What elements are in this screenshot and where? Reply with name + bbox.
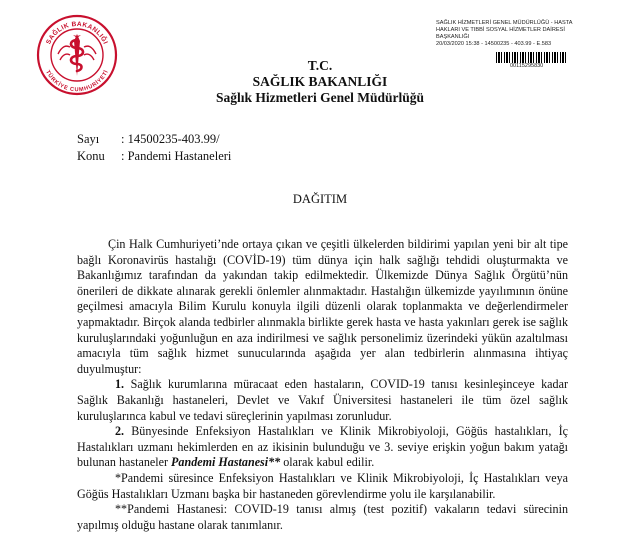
konu-value: : Pandemi Hastaneleri: [121, 149, 232, 163]
header-tc: T.C.: [307, 58, 333, 73]
item-2-text-end: olarak kabul edilir.: [280, 455, 375, 470]
note-1: *Pandemi süresince Enfeksiyon Hastalıkları ve Klinik Mikrobiyoloji, İç Hastalıkları veya Göğüs Hastalıkları Uzmanı başka bir hastaneden görevlendirme yolu ile karşılanabilir.: [77, 470, 568, 501]
sayi-label: Sayı: [77, 132, 100, 146]
logo-bottom-text: TÜRKİYE CUMHURİYETİ: [44, 69, 110, 94]
item-1: [77, 377, 568, 424]
barcode-number: 00115295830: [510, 63, 544, 69]
item-1-number: 1.: [115, 377, 125, 392]
item-2-bold: Pandemi Hastanesi**: [171, 455, 281, 470]
meta-konu: [77, 149, 231, 164]
meta-sayi: [77, 132, 220, 147]
distribution-heading: DAĞITIM: [292, 192, 348, 206]
stamp-line: SAĞLIK HİZMETLERİ GENEL MÜDÜRLÜĞÜ - HASTA: [436, 20, 573, 26]
stamp-line: BAŞKANLIĞI: [436, 34, 470, 40]
logo-top-text: SAĞLIK BAKANLIĞI: [45, 20, 109, 46]
item-1-text: Sağlık kurumlarına müracaat eden hastaların, COVID-19 tanısı kesinleşinceye kadar Sağlık Bakanlığı hastaneleri, Devlet ve Vakıf Üniversitesi hastaneleri ile tüm özel sağlık kuruluşlarınca kabul ve tedavi süreçlerinin yapılması zorunludur.: [77, 377, 568, 423]
item-2: [77, 424, 568, 471]
document-body: [77, 237, 568, 533]
header-directorate: Sağlık Hizmetleri Genel Müdürlüğü: [215, 90, 425, 105]
intro-paragraph: Çin Halk Cumhuriyeti’nde ortaya çıkan ve çeşitli ülkelerden bildirimi yapılan yeni bir alt tipe bağlı Koronavirüs hastalığı (COVİD-19) tüm dünya için halk sağlığı tehdidi oluşturmakta ve Bakanlığımız tarafından da yakından takip edilmektedir. Ülkemizde Dünya Sağlık Örgütü’nün önerileri de dikkate alınarak gerekli önlemler alınmaktadır. Hastalığın ülkemizde yayılımının önüne geçilmesi amacıyla Bilim Kurulu konuyla ilgili düzenli olarak toplanmakta ve değerlendirmeler yapmaktadır. Birçok alanda tedbirler alınmakla birlikte gerek hasta ve hasta yakınları gerek ise sağlık kuruluşlarındaki yoğunluğun en aza indirilmesi ve sağlık personelimiz üzerindeki yükün azaltılması amacıyla tüm sağlık hizmet sunucularında aşağıda yer alan tedbirlerin alınmasına ihtiyaç duyulmuştur:: [77, 237, 568, 376]
stamp-line: 20/03/2020 15:38 - 14500235 - 403.99 - E.583: [436, 41, 552, 47]
konu-label: Konu: [77, 149, 105, 163]
item-2-number: 2.: [115, 424, 125, 439]
stamp-line: HAKLARI VE TIBBİ SOSYAL HİZMETLER DAİRESİ: [436, 27, 565, 33]
header-ministry: SAĞLIK BAKANLIĞI: [252, 74, 388, 89]
note-2: **Pandemi Hastanesi: COVID-19 tanısı almış (test pozitif) vakaların tedavi sürecinin yapılmış olduğu hastane olarak tanımlanır.: [77, 502, 568, 532]
item-2-text: Bünyesinde Enfeksiyon Hastalıkları ve Klinik Mikrobiyoloji, Göğüs hastalıkları, İç Hastalıkları uzmanı hekimlerden en az ikisinin bulunduğu ve 3. seviye erişkin yoğun bakım yatağı bulunan hastaneler: [77, 424, 568, 470]
sayi-value: : 14500235-403.99/: [121, 132, 220, 146]
